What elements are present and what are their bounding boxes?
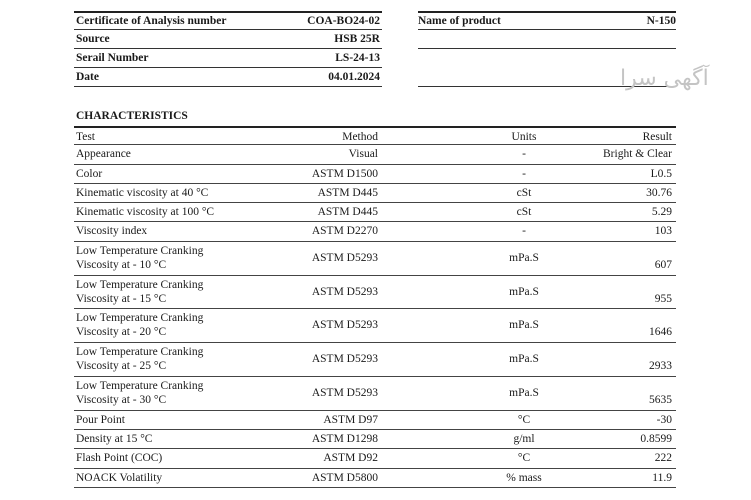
table-row [74,242,676,276]
date-value: 04.01.2024 [328,71,380,83]
test-name [76,451,162,465]
characteristics-table [74,126,676,488]
source-value: HSB 25R [334,33,380,45]
test-name [76,278,203,306]
table-row [74,469,676,488]
product-name-row [418,11,676,30]
test-name [76,432,152,446]
test-name-line: Low Temperature Cranking [76,379,204,392]
test-name [76,205,214,219]
test-name-line: Color [76,167,103,180]
test-name-line: Viscosity at - 15 °C [76,292,167,305]
test-method: ASTM D1500 [311,167,378,180]
test-result: 607 [654,258,672,271]
test-result: 5.29 [651,206,672,219]
table-row [74,184,676,203]
table-row [74,430,676,449]
product-name-value: N-150 [646,15,676,27]
table-row [74,222,676,241]
test-name [76,186,208,200]
serial-number-value: LS-24-13 [335,52,380,64]
product-blank-row [418,30,676,49]
test-name-line: Low Temperature Cranking [76,312,204,325]
test-name-line: Viscosity index [76,225,148,238]
test-method: ASTM D92 [323,452,378,465]
test-name-line: Kinematic viscosity at 40 °C [76,186,209,199]
test-result: 1646 [649,326,672,339]
test-result: Bright & Clear [603,148,672,161]
test-method: ASTM D5293 [311,386,378,399]
test-name-line: Viscosity at - 30 °C [76,393,167,406]
test-result: 2933 [649,360,672,373]
test-units: mPa.S [509,285,539,298]
test-result: 955 [654,292,672,305]
test-method: ASTM D5293 [311,353,378,366]
date-row [74,68,382,87]
source-row [74,30,382,49]
test-method: ASTM D5800 [311,471,378,484]
column-header-result: Result [642,131,672,143]
test-name [76,379,203,407]
table-row [74,343,676,377]
test-name-line: Viscosity at - 10 °C [76,258,167,271]
test-result: 30.76 [646,186,672,199]
date-label: Date [76,71,99,83]
test-name [76,147,131,161]
test-units: mPa.S [509,386,539,399]
characteristics-title: CHARACTERISTICS [76,110,188,122]
test-name-line: Viscosity at - 25 °C [76,360,167,373]
test-units: cSt [516,206,532,219]
test-name [76,413,125,427]
test-units: °C [517,413,531,426]
table-row [74,411,676,430]
test-result: 11.9 [652,471,672,484]
test-result: 0.8599 [640,433,672,446]
watermark-text: آگهی سرا [620,66,709,91]
test-method: ASTM D5293 [311,319,378,332]
serial-number-row [74,49,382,68]
test-name [76,471,162,485]
test-name [76,244,203,272]
table-row [74,449,676,468]
table-row [74,276,676,310]
test-units: - [522,148,526,161]
column-header-units: Units [511,131,537,143]
table-row [74,377,676,411]
test-name-line: Viscosity at - 20 °C [76,326,167,339]
test-units: - [522,225,526,238]
cert-number-value: COA-BO24-02 [307,15,380,27]
table-row [74,165,676,184]
test-name [76,345,203,373]
test-result: 222 [654,452,672,465]
test-result: -30 [656,413,672,426]
test-name-line: NOACK Volatility [76,471,163,484]
test-name-line: Kinematic viscosity at 100 °C [76,206,215,219]
test-units: - [522,167,526,180]
test-units: mPa.S [509,251,539,264]
product-name-label: Name of product [418,15,501,27]
cert-number-label: Certificate of Analysis number [76,15,227,27]
test-name-line: Low Temperature Cranking [76,278,204,291]
test-method: ASTM D5293 [311,251,378,264]
table-row [74,309,676,343]
test-method: ASTM D97 [323,413,378,426]
test-result: 5635 [649,393,672,406]
column-header-test: Test [76,131,95,143]
test-result: 103 [654,225,672,238]
test-method: ASTM D5293 [311,285,378,298]
test-method: ASTM D1298 [311,433,378,446]
test-units: mPa.S [509,319,539,332]
table-header-row [74,126,676,145]
test-name [76,224,147,238]
test-name-line: Flash Point (COC) [76,452,163,465]
table-row [74,145,676,164]
test-name-line: Low Temperature Cranking [76,346,204,359]
test-units: cSt [516,186,532,199]
source-label: Source [76,33,110,45]
test-result: L0.5 [650,167,672,180]
test-units: g/ml [513,433,535,446]
cert-number-row [74,11,382,30]
table-row [74,203,676,222]
test-name-line: Low Temperature Cranking [76,244,204,257]
serial-number-label: Serail Number [76,52,149,64]
test-name [76,311,203,339]
test-method: ASTM D445 [317,206,378,219]
test-method: ASTM D2270 [311,225,378,238]
column-header-method: Method [342,131,378,143]
test-name [76,167,102,181]
test-name-line: Pour Point [76,413,125,426]
test-units: mPa.S [509,353,539,366]
test-name-line: Density at 15 °C [76,433,153,446]
test-units: % mass [506,471,542,484]
test-name-line: Appearance [76,148,131,161]
test-method: Visual [348,148,378,161]
certificate-info-table [74,11,382,87]
test-method: ASTM D445 [317,186,378,199]
test-units: °C [517,452,531,465]
